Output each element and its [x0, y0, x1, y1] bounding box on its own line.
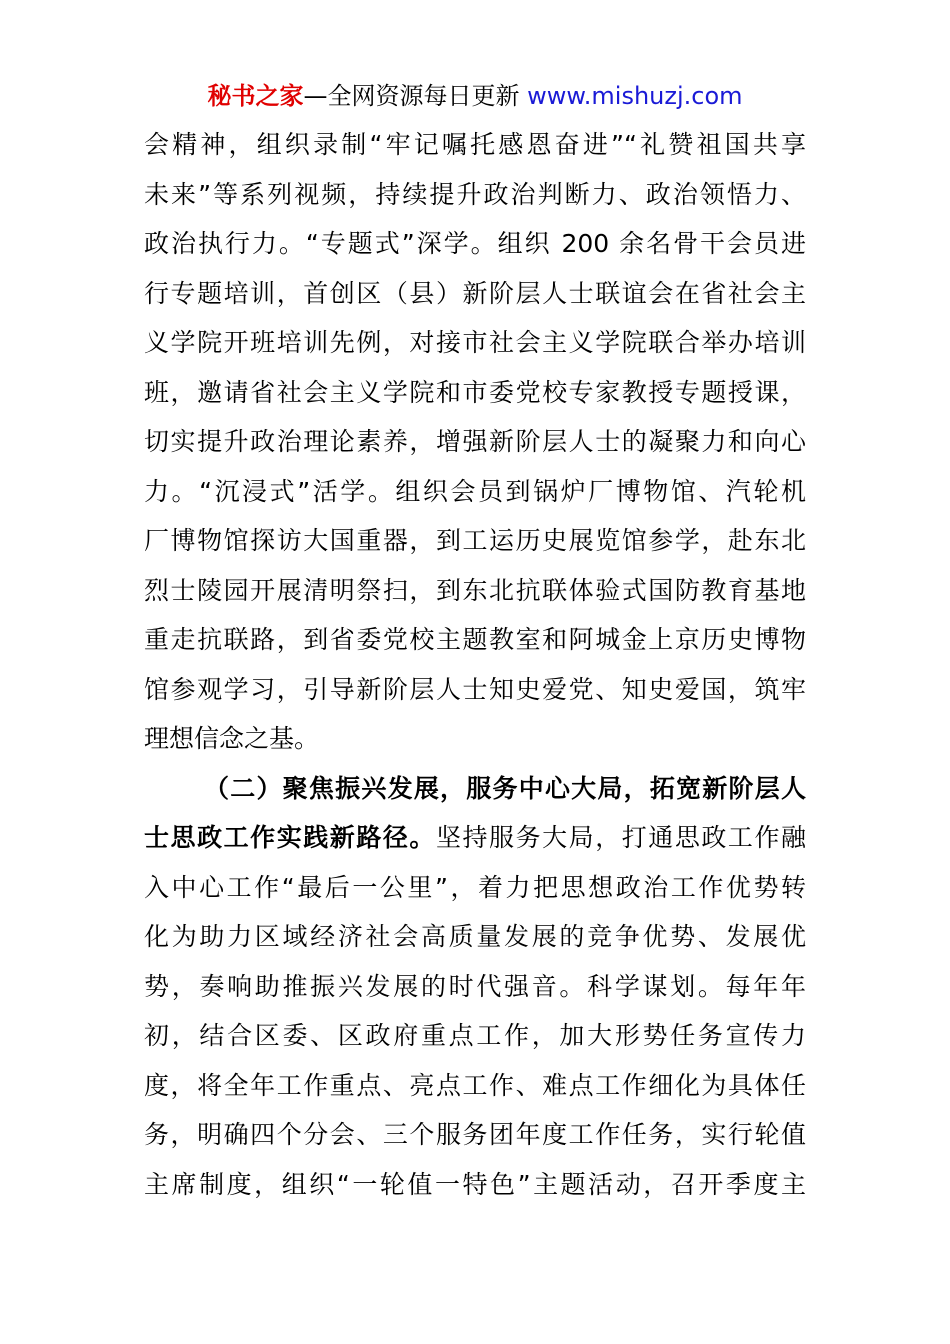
site-url-link[interactable]: www.mishuzj.com [527, 82, 743, 110]
text-line: 政治执行力。“专题式”深学。组织 200 余名骨干会员进 [144, 229, 806, 258]
site-tagline: —全网资源每日更新 [303, 82, 528, 110]
section-heading-end: 士思政工作实践新路径。 [144, 823, 436, 852]
text-line: 会精神，组织录制“牢记嘱托感恩奋进”“礼赞祖国共享 [144, 130, 806, 159]
text-line: 务，明确四个分会、三个服务团年度工作任务，实行轮值 [144, 1120, 806, 1149]
text-line: 初，结合区委、区政府重点工作，加大形势任务宣传力 [144, 1021, 806, 1050]
site-brand: 秘书之家 [207, 82, 304, 110]
document-body [144, 120, 806, 1209]
text-line: 切实提升政治理论素养，增强新阶层人士的凝聚力和向心 [144, 427, 806, 456]
paragraph-2 [144, 764, 806, 1210]
text-line: 化为助力区域经济社会高质量发展的竞争优势、发展优 [144, 922, 806, 951]
section-heading: （二）聚焦振兴发展，服务中心大局，拓宽新阶层人 [204, 773, 806, 803]
text-line: 重走抗联路，到省委党校主题教室和阿城金上京历史博物 [144, 625, 806, 654]
text-line: 理想信念之基。 [144, 724, 320, 753]
text-line: 度，将全年工作重点、亮点工作、难点工作细化为具体任 [144, 1070, 806, 1100]
text-line: 班，邀请省社会主义学院和市委党校专家教授专题授课， [144, 377, 806, 407]
text-line: 烈士陵园开展清明祭扫，到东北抗联体验式国防教育基地 [144, 575, 806, 605]
text-line: 行专题培训，首创区（县）新阶层人士联谊会在省社会主 [144, 278, 806, 308]
site-header [0, 78, 950, 114]
text-line: 厂博物馆探访大国重器，到工运历史展览馆参学，赴东北 [144, 526, 806, 555]
text-line: 力。“沉浸式”活学。组织会员到锅炉厂博物馆、汽轮机 [144, 476, 806, 506]
text-line: 义学院开班培训先例，对接市社会主义学院联合举办培训 [144, 328, 806, 357]
paragraph-1 [144, 120, 806, 764]
text-span: 坚持服务大局，打通思政工作融 [435, 823, 806, 852]
text-line: 主席制度，组织“一轮值一特色”主题活动，召开季度主 [144, 1169, 806, 1199]
text-line: 馆参观学习，引导新阶层人士知史爱党、知史爱国，筑牢 [144, 674, 806, 704]
text-line: 未来”等系列视频，持续提升政治判断力、政治领悟力、 [144, 179, 806, 209]
text-line: 入中心工作“最后一公里”，着力把思想政治工作优势转 [144, 872, 806, 902]
text-line: 势，奏响助推振兴发展的时代强音。科学谋划。每年年 [144, 971, 806, 1001]
text-line [144, 813, 806, 863]
